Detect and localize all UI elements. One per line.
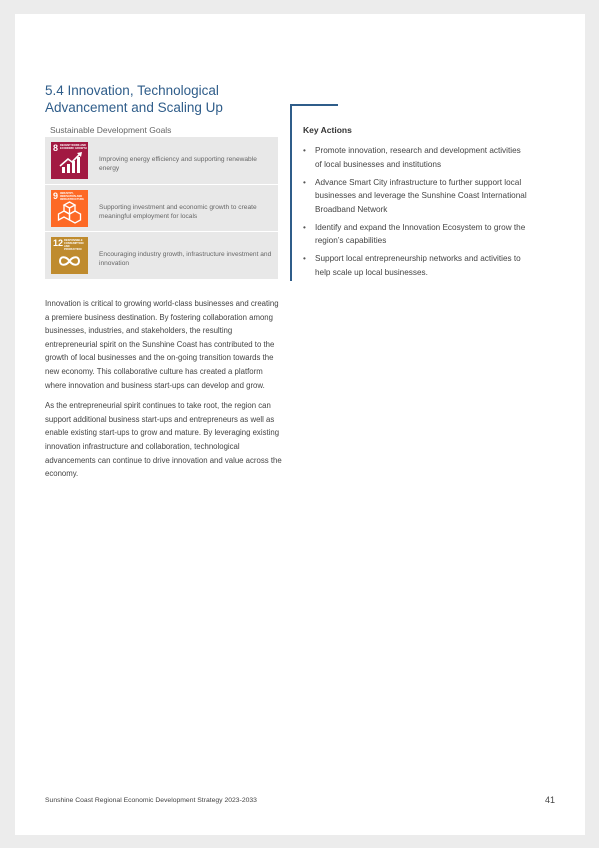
sdg-number: 8 — [53, 143, 59, 153]
page-number: 41 — [545, 795, 556, 805]
sdg-number: 12 — [53, 238, 64, 248]
key-action-item: • Promote innovation, research and development activities of local businesses and institutions — [303, 144, 528, 171]
sdg-row-12 — [45, 231, 278, 279]
sdg-heading: Sustainable Development Goals — [50, 125, 172, 135]
body-paragraph-1: Innovation is critical to growing world-class businesses and creating a premiere business destination. By fostering collaboration among businesses, industries, and stakeholders, the resulting entrepreneurial spirit on the Sunshine Coast has contributed to the growth of local businesses and the on-going transition towards the new economy. This collaborative culture has created a platform where innovation and business start-ups can develop and grow. — [45, 299, 279, 390]
key-actions-heading: Key Actions — [303, 125, 352, 135]
key-actions-divider — [290, 104, 292, 281]
sdg-tile-9 — [51, 190, 88, 227]
infinity-icon — [51, 237, 88, 274]
body-paragraph-2: As the entrepreneurial spirit continues to take root, the region can support additional business start-ups and entrepreneurs as well as enable existing start-ups to grow and mature. By leveraging existing innovation infrastructure and collaboration, technological advancements can continue to drive innovation and value across the economy. — [45, 401, 282, 479]
sdg-tile-label: DECENT WORK AND ECONOMIC GROWTH — [60, 144, 87, 150]
footer-document-title: Sunshine Coast Regional Economic Development Strategy 2023-2033 — [45, 797, 257, 804]
sdg-row-8 — [45, 137, 278, 184]
key-actions-accent-bar — [290, 104, 338, 106]
sdg-tile-label: RESPONSIBLE CONSUMPTION AND PRODUCTION — [64, 239, 84, 251]
growth-chart-icon — [51, 142, 88, 179]
key-action-item: • Support local entrepreneurship networks and activities to help scale up local businesses. — [303, 252, 528, 279]
sdg-tile-12 — [51, 237, 88, 274]
sdg-row-9 — [45, 184, 278, 232]
section-title-line-2: Advancement and Scaling Up — [45, 100, 223, 115]
key-action-item: • Identify and expand the Innovation Ecosystem to grow the region’s capabilities — [303, 221, 528, 248]
section-title-line-1: 5.4 Innovation, Technological — [45, 83, 219, 98]
sdg-description: Supporting investment and economic growth to create meaningful employment for locals — [99, 204, 257, 220]
sdg-description: Improving energy efficiency and supporting renewable energy — [99, 156, 257, 172]
key-action-item: • Advance Smart City infrastructure to further support local businesses and leverage the Sunshine Coast International Broadband Network — [303, 176, 528, 217]
sdg-tile-label: INDUSTRY, INNOVATION AND INFRASTRUCTURE — [60, 192, 84, 201]
section-title — [45, 82, 305, 116]
sdg-number: 9 — [53, 191, 59, 201]
body-text — [45, 297, 282, 488]
sdg-description: Encouraging industry growth, infrastructure investment and innovation — [99, 251, 272, 267]
sdg-panel — [45, 137, 278, 279]
sdg-tile-8 — [51, 142, 88, 179]
key-actions-list — [303, 144, 528, 284]
cubes-icon — [51, 190, 88, 227]
